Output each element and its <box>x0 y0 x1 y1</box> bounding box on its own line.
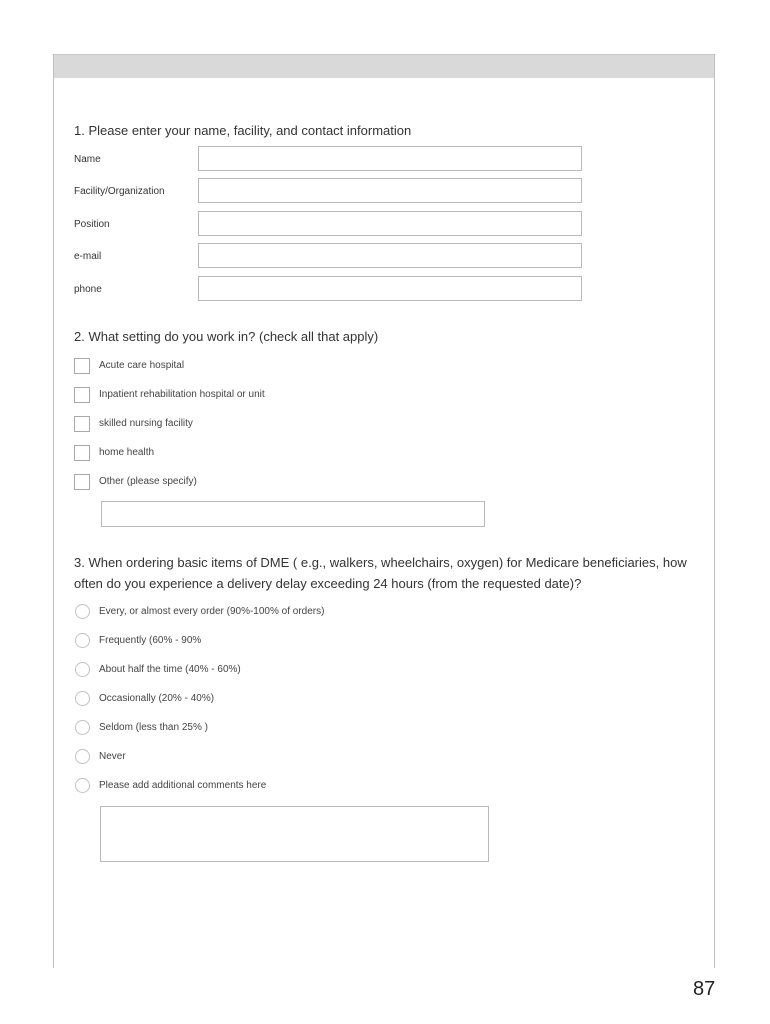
radio-every-order[interactable] <box>75 604 90 619</box>
radio-seldom[interactable] <box>75 720 90 735</box>
facility-label: Facility/Organization <box>74 186 165 197</box>
option-label-home-health: home health <box>99 447 155 458</box>
radio-additional-comments[interactable] <box>75 778 90 793</box>
option-label-acute-care: Acute care hospital <box>99 360 185 371</box>
checkbox-home-health[interactable] <box>74 445 90 461</box>
option-label-occasionally: Occasionally (20% - 40%) <box>99 693 215 704</box>
question-2-title: 2. What setting do you work in? (check all that apply) <box>74 329 379 344</box>
checkbox-inpatient-rehab[interactable] <box>74 387 90 403</box>
facility-field[interactable] <box>198 178 582 203</box>
radio-occasionally[interactable] <box>75 691 90 706</box>
position-label: Position <box>74 219 110 230</box>
checkbox-skilled-nursing[interactable] <box>74 416 90 432</box>
option-label-other: Other (please specify) <box>99 476 197 487</box>
question-1-title: 1. Please enter your name, facility, and contact information <box>74 123 412 138</box>
option-label-skilled-nursing: skilled nursing facility <box>99 418 193 429</box>
phone-label: phone <box>74 284 102 295</box>
name-label: Name <box>74 154 101 165</box>
question-3-title-line-1: 3. When ordering basic items of DME ( e.g., walkers, wheelchairs, oxygen) for Medicare beneficiaries, how <box>74 555 687 570</box>
name-field[interactable] <box>198 146 582 171</box>
email-field[interactable] <box>198 243 582 268</box>
radio-never[interactable] <box>75 749 90 764</box>
page-number: 87 <box>693 978 716 1000</box>
email-label: e-mail <box>74 251 102 262</box>
option-label-additional-comments: Please add additional comments here <box>99 780 267 791</box>
comments-textarea[interactable] <box>100 806 489 862</box>
phone-field[interactable] <box>198 276 582 301</box>
option-label-frequently: Frequently (60% - 90% <box>99 635 202 646</box>
option-label-every-order: Every, or almost every order (90%-100% of orders) <box>99 606 325 617</box>
position-field[interactable] <box>198 211 582 236</box>
survey-header-bar <box>54 54 714 78</box>
checkbox-other[interactable] <box>74 474 90 490</box>
radio-frequently[interactable] <box>75 633 90 648</box>
option-label-never: Never <box>99 751 126 762</box>
radio-half-the-time[interactable] <box>75 662 90 677</box>
other-specify-field[interactable] <box>101 501 485 527</box>
option-label-half-the-time: About half the time (40% - 60%) <box>99 664 241 675</box>
option-label-seldom: Seldom (less than 25% ) <box>99 722 208 733</box>
checkbox-acute-care[interactable] <box>74 358 90 374</box>
option-label-inpatient-rehab: Inpatient rehabilitation hospital or unit <box>99 389 265 400</box>
question-3-title-line-2: often do you experience a delivery delay exceeding 24 hours (from the requested date)? <box>74 576 582 591</box>
